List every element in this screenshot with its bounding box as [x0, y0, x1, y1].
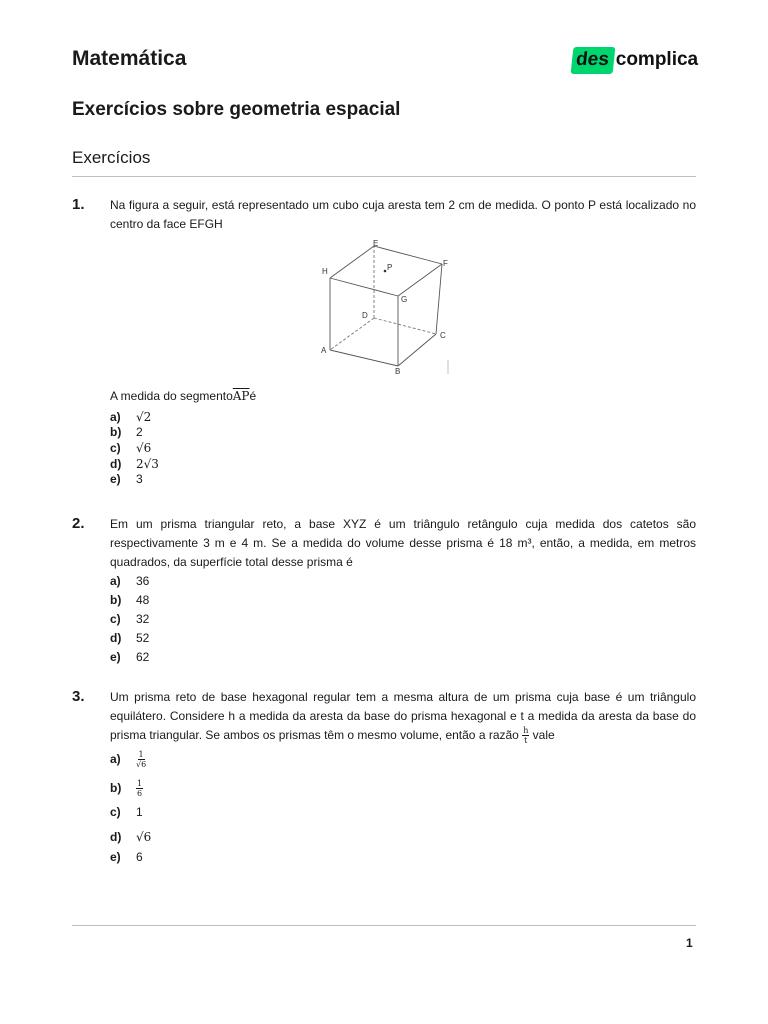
edge-ef: [374, 246, 442, 264]
question-1-option-a[interactable]: a) √2: [110, 410, 152, 424]
question-1-option-b[interactable]: b) 2: [110, 425, 143, 439]
question-3-option-d[interactable]: d) √6: [110, 830, 152, 844]
question-1-text: Na figura a seguir, está representado um cubo cuja aresta tem 2 cm de medida. O ponto P está localizado no centro da face EFGH: [110, 198, 696, 231]
section-heading: Exercícios: [72, 148, 151, 167]
label-c: C: [440, 331, 446, 340]
edge-dc: [374, 318, 436, 334]
question-2-option-a[interactable]: a) 36: [110, 574, 150, 588]
question-2-option-d[interactable]: d) 52: [110, 631, 150, 645]
edge-bc: [398, 334, 436, 366]
section-divider: [72, 176, 696, 177]
label-h: H: [322, 267, 328, 276]
page-title: Exercícios sobre geometria espacial: [72, 99, 401, 120]
point-p: [384, 270, 387, 273]
question-2-option-c[interactable]: c) 32: [110, 612, 150, 626]
question-3-option-e[interactable]: e) 6: [110, 850, 143, 864]
question-3-option-b[interactable]: b) $\frac{1}{6}$: [110, 778, 143, 798]
question-1-prompt: A medida do segmento $\overline{AP}$ é: [110, 389, 257, 403]
question-1-option-d[interactable]: d) 2√3: [110, 457, 159, 471]
label-b: B: [395, 367, 401, 376]
edge-ab: [330, 350, 398, 366]
question-1-option-e[interactable]: e) 3: [110, 472, 143, 486]
question-3-option-c[interactable]: c) 1: [110, 805, 143, 819]
page-number: 1: [686, 936, 693, 950]
question-2-option-b[interactable]: b) 48: [110, 593, 150, 607]
question-3-option-a[interactable]: a) $\frac{1}{√6}$: [110, 749, 147, 769]
subject-title: Matemática: [72, 47, 187, 70]
brand-logo: [572, 46, 698, 74]
edge-gh: [330, 278, 398, 296]
edge-he: [330, 246, 374, 278]
question-3-text: Um prisma reto de base hexagonal regular tem a mesma altura de um prisma cuja base é um triângulo equilátero. Considere h a medida da aresta da base do prisma hexagonal e t a medida da aresta da base do prisma triangular. Se ambos os prismas têm o mesmo volume, então a razão $\frac{h}{t}$ vale: [110, 690, 696, 746]
label-e: E: [373, 239, 379, 248]
question-2-text: Em um prisma triangular reto, a base XYZ é um triângulo retângulo cuja medida dos catetos são respectivamente 3 m e 4 m. Se a medida do volume desse prisma é 18 m³, então, a medida, em metros quadrados, da superfície total desse prisma é: [110, 517, 696, 569]
edge-fg: [398, 264, 442, 296]
label-d: D: [362, 311, 368, 320]
question-1-option-c[interactable]: c) √6: [110, 441, 152, 455]
label-a: A: [321, 346, 327, 355]
logo-text: complica: [615, 49, 699, 70]
question-3-number: 3.: [72, 688, 85, 705]
label-g: G: [401, 295, 408, 304]
question-2-option-e[interactable]: e) 62: [110, 650, 150, 664]
question-2-number: 2.: [72, 515, 85, 532]
edge-fc: [436, 264, 442, 334]
ratio-h-over-t: $\frac{h}{t}$: [523, 726, 529, 746]
segment-ap: $\overline{AP}$: [232, 389, 250, 403]
question-1-number: 1.: [72, 196, 85, 213]
cube-figure: [318, 238, 458, 378]
label-p: P: [387, 263, 393, 272]
footer-divider: [72, 925, 696, 926]
edge-da: [330, 318, 374, 350]
logo-mark: des: [571, 47, 616, 74]
label-f: F: [443, 259, 448, 268]
